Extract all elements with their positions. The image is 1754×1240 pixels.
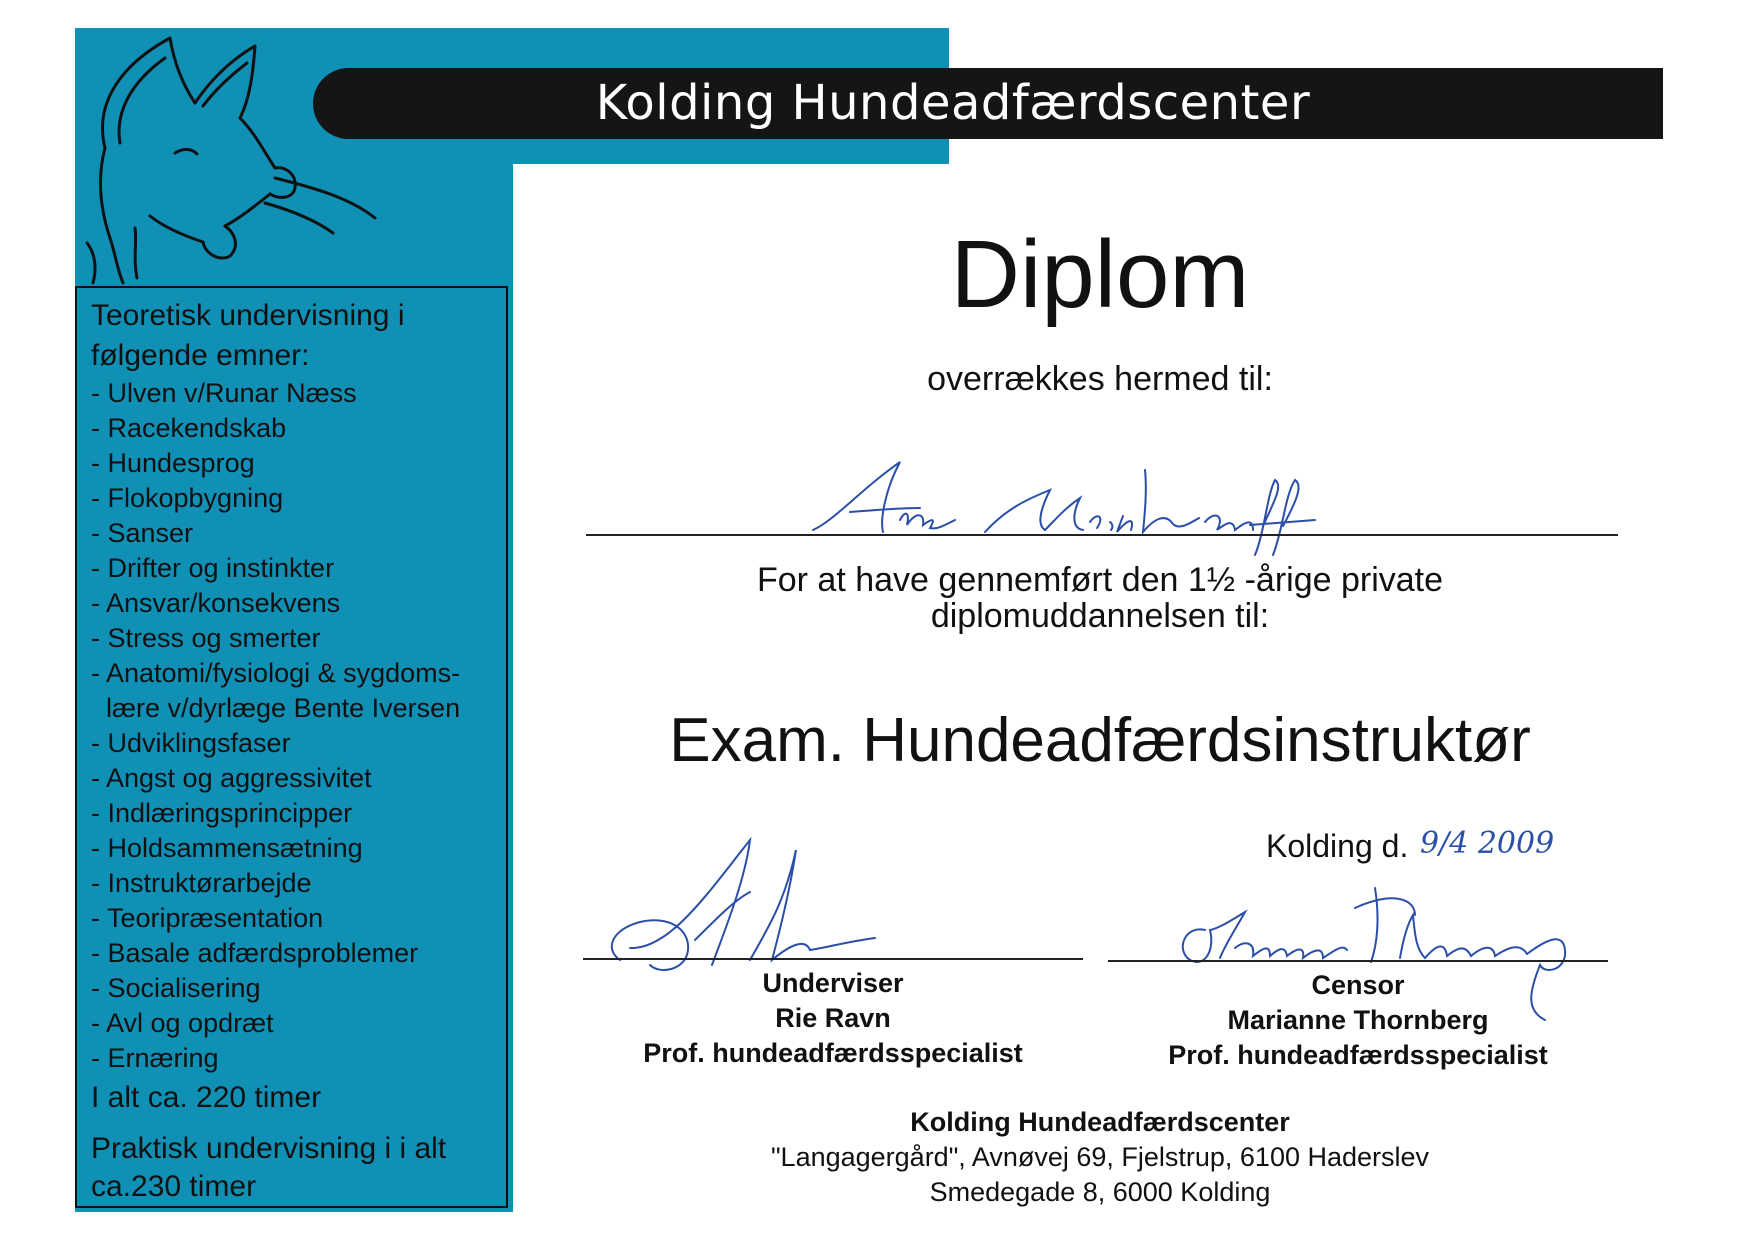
censor-signature-line [1108, 960, 1608, 962]
footer-address-2: Smedegade 8, 6000 Kolding [929, 1177, 1271, 1207]
completion-line-1: For at have gennemført den 1½ -årige private [756, 561, 1444, 599]
subject-item: - Flokopbygning [91, 483, 284, 513]
underviser-signature-line [583, 958, 1083, 960]
handwritten-date: 9/4 2009 [1420, 826, 1555, 861]
censor-role: Censor [1311, 970, 1405, 1000]
footer-name: Kolding Hundeadfærdscenter [910, 1107, 1290, 1137]
subject-list [91, 376, 511, 1076]
subject-item: - Holdsammensætning [91, 833, 363, 863]
subject-item: - Hundesprog [91, 448, 255, 478]
total-hours: I alt ca. 220 timer [91, 1081, 322, 1114]
subject-item: - Instruktørarbejde [91, 868, 312, 898]
place-date: Kolding d. [1266, 828, 1409, 864]
footer-address-1: "Langagergård", Avnøvej 69, Fjelstrup, 6100 Haderslev [770, 1142, 1430, 1172]
underviser-block [583, 966, 1083, 1071]
subject-item: - Ansvar/konsekvens [91, 588, 341, 618]
dog-logo [75, 28, 395, 288]
censor-block [1108, 968, 1608, 1073]
subject-item: lære v/dyrlæge Bente Iversen [91, 693, 461, 723]
degree-title: Exam. Hundeadfærdsinstruktør [669, 706, 1531, 775]
subject-item: - Indlæringsprincipper [91, 798, 353, 828]
subject-item: - Socialisering [91, 973, 261, 1003]
subject-item: - Ernæring [91, 1043, 219, 1073]
header-title: Kolding Hundeadfærdscenter [595, 75, 1311, 131]
practical-hours: Praktisk undervisning i i alt ca.230 timer [91, 1132, 447, 1203]
underviser-role: Underviser [762, 968, 904, 998]
censor-name: Marianne Thornberg [1227, 1005, 1489, 1035]
subject-item: - Drifter og instinkter [91, 553, 335, 583]
subject-item: - Udviklingsfaser [91, 728, 291, 758]
subject-item: - Basale adfærdsproblemer [91, 938, 419, 968]
subjects-panel [91, 296, 511, 1206]
censor-title: Prof. hundeadfærdsspecialist [1168, 1040, 1548, 1070]
subject-item: - Ulven v/Runar Næss [91, 378, 357, 408]
subject-item: - Teoripræsentation [91, 903, 324, 933]
completion-line-2: diplomuddannelsen til: [930, 597, 1270, 635]
presented-to: overrækkes hermed til: [927, 360, 1273, 398]
completion-text [650, 562, 1550, 634]
diploma-title: Diplom [950, 221, 1250, 328]
recipient-line [586, 534, 1618, 536]
subject-item: - Racekendskab [91, 413, 287, 443]
footer [650, 1105, 1550, 1210]
subject-item: - Stress og smerter [91, 623, 321, 653]
underviser-title: Prof. hundeadfærdsspecialist [643, 1038, 1023, 1068]
subject-item: - Angst og aggressivitet [91, 763, 372, 793]
recipient-signature [805, 450, 1325, 560]
subject-item: - Anatomi/fysiologi & sygdoms- [91, 658, 461, 688]
subject-item: - Avl og opdræt [91, 1008, 274, 1038]
subjects-intro: Teoretisk undervisning i følgende emner: [91, 299, 405, 372]
subject-item: - Sanser [91, 518, 194, 548]
underviser-name: Rie Ravn [775, 1003, 891, 1033]
